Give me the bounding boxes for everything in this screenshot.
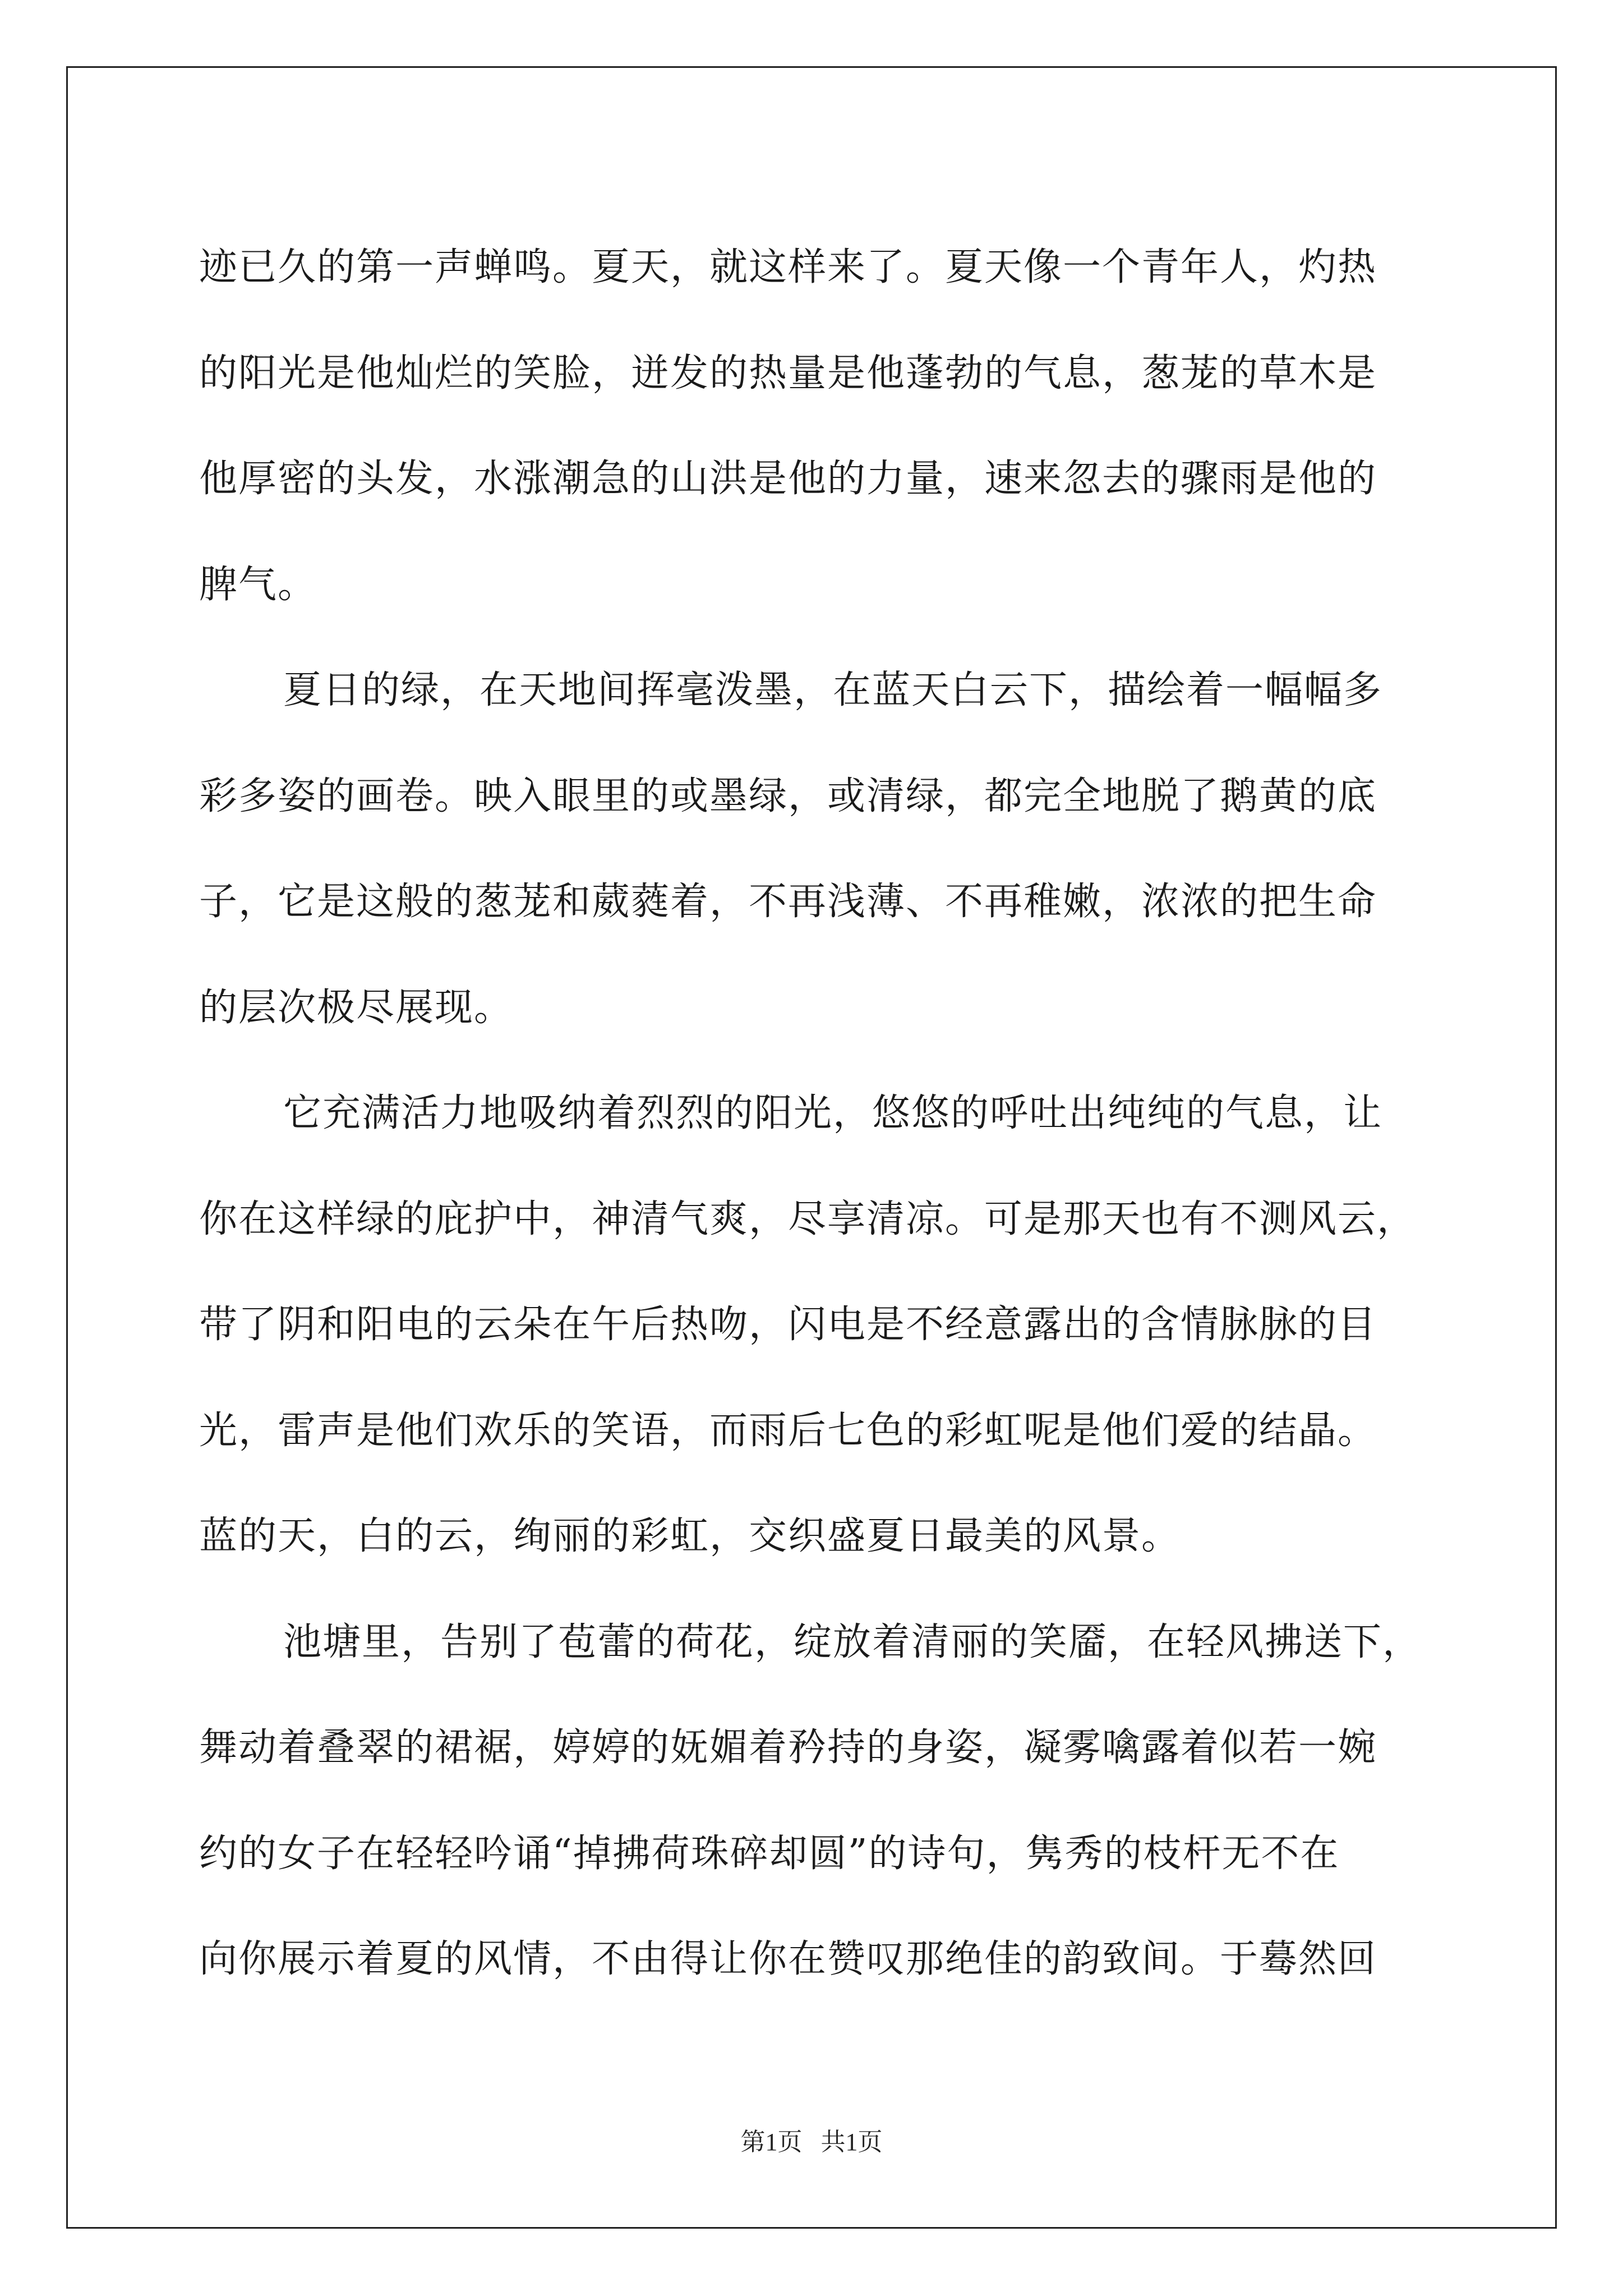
text-line: 子，它是这般的葱茏和葳蕤着，不再浅薄、不再稚嫩，浓浓的把生命 — [199, 880, 1377, 924]
text-line: 光，雷声是他们欢乐的笑语，而雨后七色的彩虹呢是他们爱的结晶。 — [199, 1408, 1377, 1453]
text-line: 舞动着叠翠的裙裾，婷婷的妩媚着矜持的身姿，凝雾噙露着似若一婉 — [199, 1726, 1377, 1770]
page-footer: 第1页 共1页 — [740, 2128, 883, 2156]
text-line: 约的女子在轻轻吟诵“掉拂荷珠碎却圆”的诗句，隽秀的枝杆无不在 — [199, 1831, 1340, 1876]
text-line: 蓝的天，白的云，绚丽的彩虹，交织盛夏日最美的风景。 — [199, 1514, 1181, 1558]
paragraph-first-line: 池塘里，告别了苞蕾的荷花，绽放着清丽的笑靥，在轻风拂送下， — [283, 1619, 1422, 1664]
text-line: 你在这样绿的庇护中，神清气爽，尽享清凉。可是那天也有不测风云， — [199, 1197, 1417, 1241]
text-line: 向你展示着夏的风情，不由得让你在赞叹那绝佳的韵致间。于蓦然回 — [199, 1937, 1377, 1981]
document-body — [199, 215, 1433, 2013]
text-line: 脾气。 — [199, 562, 317, 607]
text-line: 彩多姿的画卷。映入眼里的或墨绿，或清绿，都完全地脱了鹅黄的底 — [199, 774, 1377, 818]
text-line: 他厚密的头发，水涨潮急的山洪是他的力量，速来忽去的骤雨是他的 — [199, 457, 1377, 501]
paragraph-first-line: 它充满活力地吸纳着烈烈的阳光，悠悠的呼吐出纯纯的气息，让 — [283, 1091, 1383, 1135]
paragraph-first-line: 夏日的绿，在天地间挥毫泼墨，在蓝天白云下，描绘着一幅幅多 — [283, 668, 1383, 712]
text-line: 的阳光是他灿烂的笑脸，迸发的热量是他蓬勃的气息，葱茏的草木是 — [199, 351, 1377, 395]
text-line: 带了阴和阳电的云朵在午后热吻，闪电是不经意露出的含情脉脉的目 — [199, 1303, 1377, 1347]
text-line: 迹已久的第一声蝉鸣。夏天，就这样来了。夏天像一个青年人，灼热 — [199, 245, 1377, 289]
text-line: 的层次极尽展现。 — [199, 985, 514, 1030]
